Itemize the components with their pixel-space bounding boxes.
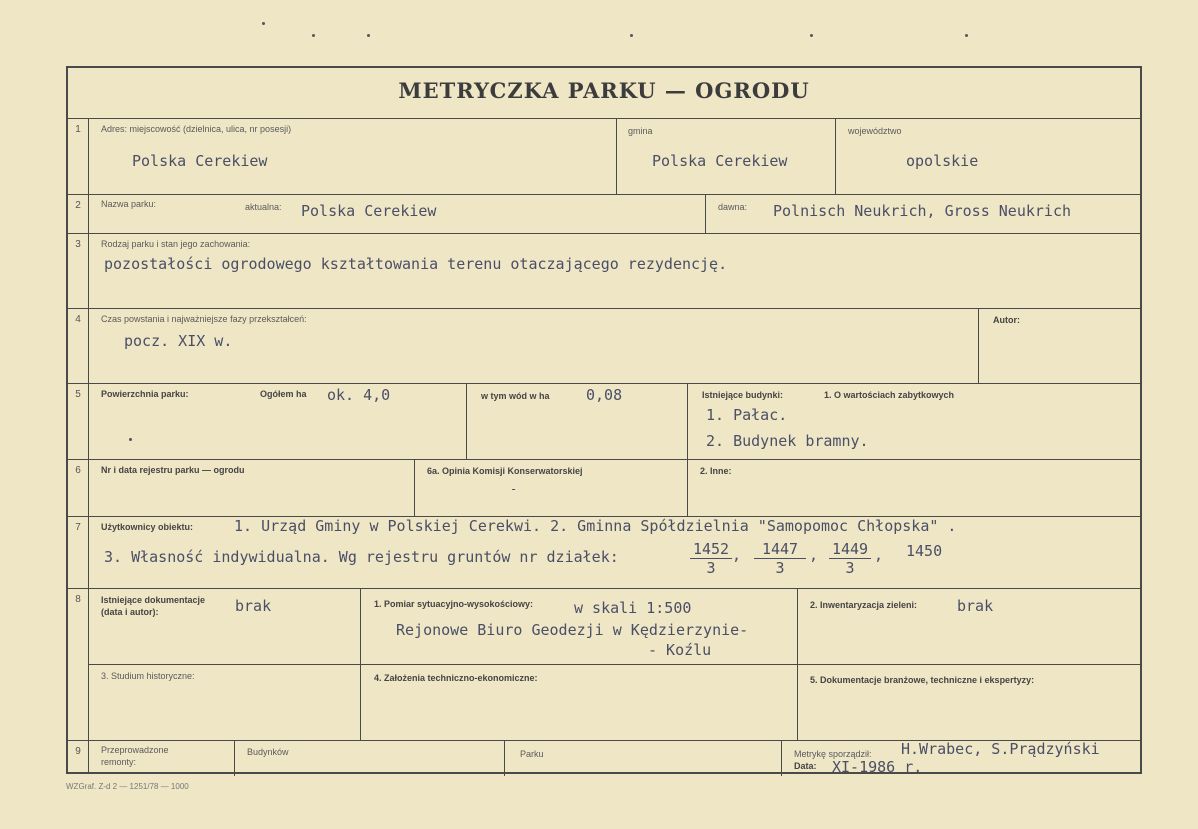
divider	[504, 740, 505, 776]
row-number: 9	[75, 746, 81, 757]
punch-mark	[262, 22, 265, 25]
current-name-value: Polska Cerekiew	[301, 202, 437, 220]
divider	[68, 194, 1140, 195]
divider	[781, 740, 782, 776]
industry-docs-label: 5. Dokumentacje branżowe, techniczne i ekspertyzy:	[810, 675, 1035, 685]
punch-mark	[630, 34, 633, 37]
address-value: Polska Cerekiew	[132, 152, 268, 170]
divider	[797, 588, 798, 740]
divider	[616, 118, 617, 194]
other-label: 2. Inne:	[700, 466, 732, 476]
punch-mark	[965, 34, 968, 37]
divider	[68, 459, 1140, 460]
voivodeship-value: opolskie	[906, 152, 979, 170]
opinion-value: -	[510, 482, 518, 496]
tech-econ-label: 4. Założenia techniczno-ekonomiczne:	[374, 673, 538, 683]
users-label: Użytkownicy obiektu:	[101, 522, 194, 532]
row-number-column	[68, 118, 89, 772]
survey-author-1: Rejonowe Biuro Geodezji w Kędzierzynie-	[396, 621, 749, 639]
compiled-by-label: Metrykę sporządził:	[794, 749, 872, 759]
plot-sheet: 3	[845, 559, 855, 577]
docs-value: brak	[235, 597, 272, 615]
plot-number: 1452	[690, 540, 732, 559]
former-name-value: Polnisch Neukrich, Gross Neukrich	[773, 202, 1072, 220]
users-line-2: 3. Własność indywidualna. Wg rejestru gruntów nr działek:	[104, 548, 619, 566]
row-number: 3	[75, 239, 81, 250]
date-label: Data:	[794, 761, 817, 771]
divider	[68, 588, 1140, 589]
water-area-value: 0,08	[586, 386, 623, 404]
plot-number: 1447	[754, 540, 806, 559]
users-line-1: 1. Urząd Gminy w Polskiej Cerekwi. 2. Gminna Spółdzielnia "Samopomoc Chłopska" .	[234, 517, 957, 535]
printer-footer: WZGraf. Z-d 2 — 1251/78 — 1000	[66, 782, 189, 791]
row-number: 2	[75, 200, 81, 211]
heritage-buildings-label: 1. O wartościach zabytkowych	[824, 390, 955, 400]
gmina-value: Polska Cerekiew	[652, 152, 788, 170]
docs-label-2: (data i autor):	[101, 607, 159, 617]
address-label: Adres: miejscowość (dzielnica, ulica, nr posesji)	[101, 124, 292, 134]
park-type-value: pozostałości ogrodowego kształtowania terenu otaczającego rezydencję.	[104, 255, 728, 273]
voivodeship-label: województwo	[848, 126, 902, 136]
total-area-value: ok. 4,0	[327, 386, 391, 404]
row-number: 1	[75, 124, 81, 135]
divider	[687, 459, 688, 516]
park-record-card	[66, 66, 1142, 774]
renovations-label-2: remonty:	[101, 757, 137, 767]
survey-author-2: - Koźlu	[648, 641, 712, 659]
register-label: Nr i data rejestru parku — ogrodu	[101, 465, 245, 475]
park-type-label: Rodzaj parku i stan jego zachowania:	[101, 239, 251, 249]
park-renovations-label: Parku	[520, 749, 544, 759]
plot-separator: ,	[732, 546, 742, 564]
plot-sheet: 3	[706, 559, 716, 577]
buildings-label: Istniejące budynki:	[702, 390, 784, 400]
plot-last: 1450	[906, 542, 943, 560]
area-label: Powierzchnia parku:	[101, 389, 189, 399]
row-number: 5	[75, 389, 81, 400]
inventory-value: brak	[957, 597, 994, 615]
plot-number: 1449	[829, 540, 871, 559]
survey-scale: w skali 1:500	[574, 599, 692, 617]
divider	[414, 459, 415, 516]
creation-time-label: Czas powstania i najważniejsze fazy przekształceń:	[101, 314, 307, 324]
plot-separator: ,	[874, 546, 884, 564]
gmina-label: gmina	[628, 126, 653, 136]
divider	[88, 664, 1140, 665]
divider	[705, 194, 706, 233]
row-number: 7	[75, 522, 81, 533]
divider	[687, 383, 688, 459]
building-1: 1. Pałac.	[706, 406, 788, 424]
punch-mark	[367, 34, 370, 37]
divider	[835, 118, 836, 194]
water-area-label: w tym wód w ha	[481, 391, 550, 401]
plot-separator: ,	[809, 546, 819, 564]
punch-mark	[312, 34, 315, 37]
divider	[234, 740, 235, 776]
plot-fraction	[690, 540, 732, 577]
total-area-label: Ogółem ha	[260, 389, 307, 399]
survey-label: 1. Pomiar sytuacyjno-wysokościowy:	[374, 599, 534, 609]
author-label: Autor:	[993, 315, 1020, 325]
compiled-by-value: H.Wrabec, S.Prądzyński	[901, 740, 1100, 758]
renovations-label: Przeprowadzone	[101, 745, 169, 755]
buildings-renovations-label: Budynków	[247, 747, 289, 757]
row-number: 6	[75, 465, 81, 476]
row-number: 4	[75, 314, 81, 325]
history-study-label: 3. Studium historyczne:	[101, 671, 195, 681]
inventory-label: 2. Inwentaryzacja zieleni:	[810, 600, 918, 610]
current-name-label: aktualna:	[245, 202, 282, 212]
punch-mark	[810, 34, 813, 37]
divider	[978, 308, 979, 383]
ink-dot	[129, 438, 132, 441]
plot-fraction	[754, 540, 806, 577]
creation-time-value: pocz. XIX w.	[124, 332, 233, 350]
opinion-label: 6a. Opinia Komisji Konserwatorskiej	[427, 466, 583, 476]
divider	[68, 118, 1140, 119]
docs-label: Istniejące dokumentacje	[101, 595, 206, 605]
date-value: XI-1986 r.	[832, 758, 923, 776]
former-name-label: dawna:	[718, 202, 748, 212]
divider	[68, 383, 1140, 384]
plot-fraction	[829, 540, 871, 577]
park-name-label: Nazwa parku:	[101, 199, 157, 209]
divider	[360, 588, 361, 740]
divider	[68, 233, 1140, 234]
divider	[466, 383, 467, 459]
row-number: 8	[75, 594, 81, 605]
building-2: 2. Budynek bramny.	[706, 432, 869, 450]
card-title: METRYCZKA PARKU — OGRODU	[398, 78, 810, 103]
divider	[68, 308, 1140, 309]
plot-sheet: 3	[775, 559, 785, 577]
